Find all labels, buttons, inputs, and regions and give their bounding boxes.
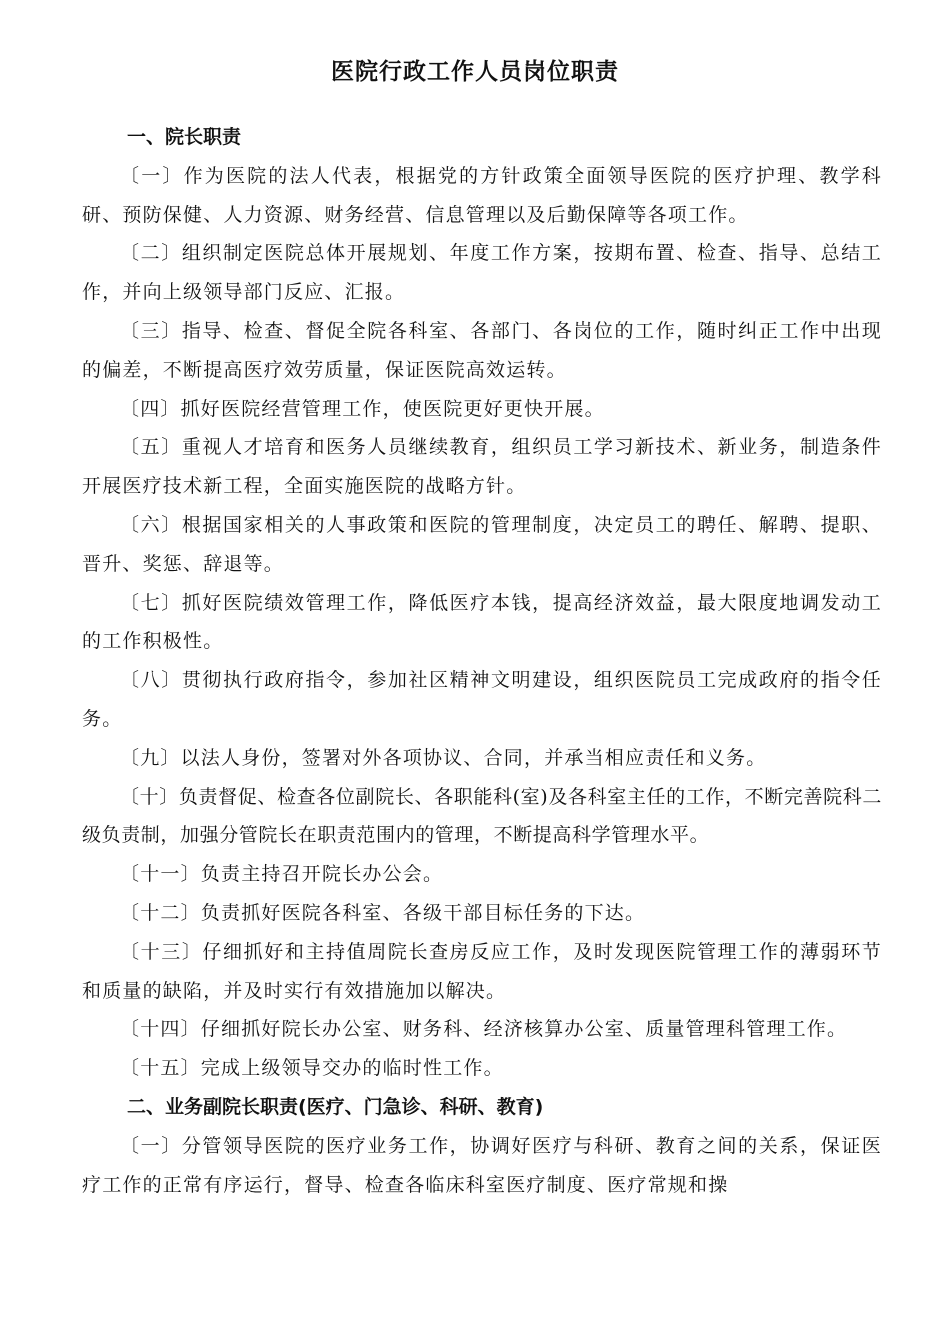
duty-item: 〔八〕贯彻执行政府指令，参加社区精神文明建设，组织医院员工完成政府的指令任务。 xyxy=(82,669,882,730)
duty-item: 〔七〕抓好医院绩效管理工作，降低医疗本钱，提高经济效益，最大限度地调发动工的工作积极性。 xyxy=(82,591,882,653)
duty-item: 〔四〕抓好医院经营管理工作，使医院更好更快开展。 xyxy=(120,397,605,420)
duty-item: 〔一〕分管领导医院的医疗业务工作，协调好医疗与科研、教育之间的关系，保证医疗工作的正常有序运行，督导、检查各临床科室医疗制度、医疗常规和操 xyxy=(82,1134,882,1196)
duty-item: 〔三〕指导、检查、督促全院各科室、各部门、各岗位的工作，随时纠正工作中出现的偏差，不断提高医疗效劳质量，保证医院高效运转。 xyxy=(82,319,882,381)
section-heading-president: 一、院长职责 xyxy=(127,126,242,148)
duty-item: 〔十二〕负责抓好医院各科室、各级干部目标任务的下达。 xyxy=(120,901,646,924)
duty-item: 〔一〕作为医院的法人代表，根据党的方针政策全面领导医院的医疗护理、教学科研、预防保健、人力资源、财务经营、信息管理以及后勤保障等各项工作。 xyxy=(82,164,882,226)
duty-item: 〔十三〕仔细抓好和主持值周院长查房反应工作，及时发现医院管理工作的薄弱环节和质量的缺陷，并及时实行有效措施加以解决。 xyxy=(82,940,882,1002)
duty-item: 〔十四〕仔细抓好院长办公室、财务科、经济核算办公室、质量管理科管理工作。 xyxy=(120,1018,848,1041)
duty-item: 〔六〕根据国家相关的人事政策和医院的管理制度，决定员工的聘任、解聘、提职、晋升、奖惩、辞退等。 xyxy=(82,513,882,575)
document-title: 医院行政工作人员岗位职责 xyxy=(331,59,619,85)
duty-item: 〔五〕重视人才培育和医务人员继续教育，组织员工学习新技术、新业务，制造条件开展医疗技术新工程，全面实施医院的战略方针。 xyxy=(82,436,882,498)
duty-item: 〔十〕负责督促、检查各位副院长、各职能科(室)及各科室主任的工作，不断完善院科二级负责制，加强分管院长在职责范围内的管理，不断提高科学管理水平。 xyxy=(82,785,882,847)
duty-item: 〔二〕组织制定医院总体开展规划、年度工作方案，按期布置、检查、指导、总结工作，并向上级领导部门反应、汇报。 xyxy=(82,242,882,304)
duty-item: 〔十一〕负责主持召开院长办公会。 xyxy=(120,863,444,886)
duty-item: 〔九〕以法人身份，签署对外各项协议、合同，并承当相应责任和义务。 xyxy=(120,746,767,769)
section-heading-vice-president: 二、业务副院长职责(医疗、门急诊、科研、教育) xyxy=(127,1095,544,1118)
document-body xyxy=(82,118,882,1204)
duty-item: 〔十五〕完成上级领导交办的临时性工作。 xyxy=(120,1057,504,1080)
